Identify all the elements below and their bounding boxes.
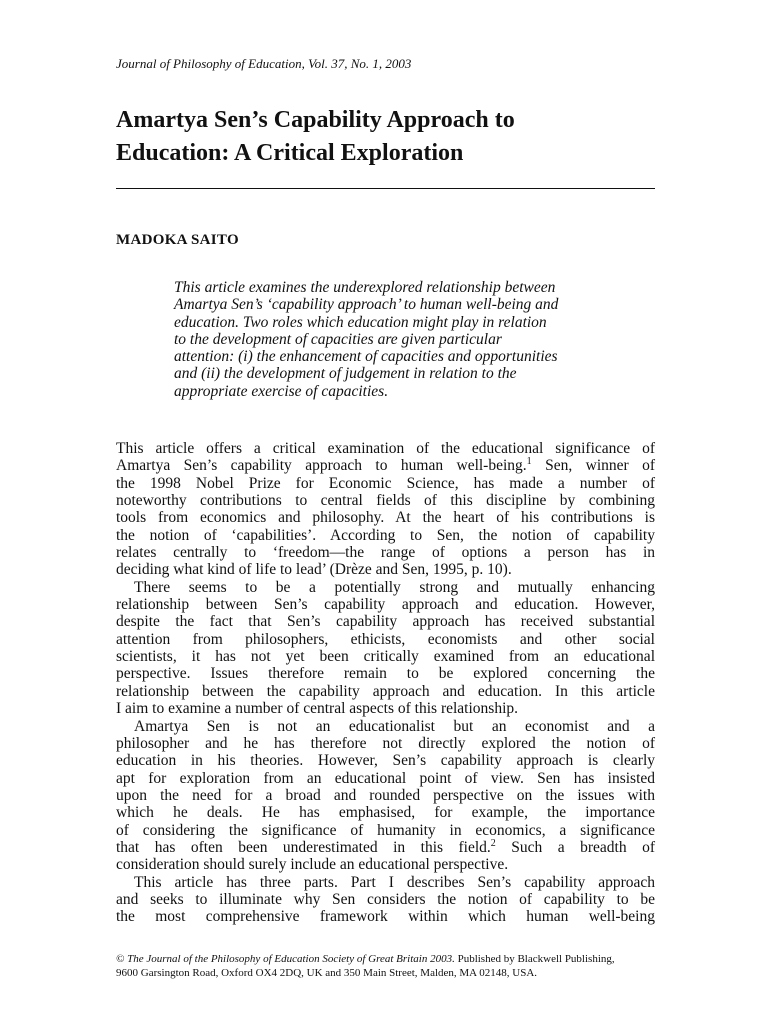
body-line: the most comprehensive framework within which human well-being [116, 908, 655, 926]
journal-citation: Journal of Philosophy of Education, Vol. 37, No. 1, 2003 [116, 56, 412, 71]
publisher-notice: Published by Blackwell Publishing, [454, 953, 615, 965]
body-line: relates centrally to ‘freedom—the range of options a person has in [116, 544, 655, 562]
article-title-line: Education: A Critical Exploration [116, 140, 464, 166]
body-line: relationship between the capability approach and education. In this article [116, 682, 655, 700]
abstract-line: appropriate exercise of capacities. [174, 382, 389, 400]
body-line: and seeks to illuminate why Sen considers the notion of capability to be [116, 890, 655, 908]
body-line: consideration should surely include an educational perspective. [116, 856, 509, 874]
article-title-line: Amartya Sen’s Capability Approach to [116, 107, 515, 133]
body-line: noteworthy contributions to central fields of this discipline by combining [116, 492, 655, 510]
body-line: of considering the significance of humanity in economics, a significance [116, 821, 655, 839]
body-line: I aim to examine a number of central aspects of this relationship. [116, 700, 519, 718]
body-line: scientists, it has not yet been critically examined from an educational [116, 648, 655, 666]
abstract-line: education. Two roles which education might play in relation [174, 313, 547, 331]
title-divider [116, 188, 655, 189]
body-line: There seems to be a potentially strong and mutually enhancing [134, 578, 655, 596]
body-line: This article offers a critical examination of the educational significance of [116, 440, 655, 457]
footnote-ref-1[interactable]: 1 [526, 456, 532, 468]
body-line: despite the fact that Sen’s capability approach has received substantial [116, 613, 655, 631]
body-line: upon the need for a broad and rounded perspective on the issues with [116, 786, 655, 804]
abstract-line: This article examines the underexplored relationship between [174, 279, 556, 296]
copyright-line [116, 952, 655, 966]
footnote-ref-2[interactable]: 2 [490, 837, 496, 849]
article-body [116, 440, 655, 926]
copyright-footer [116, 952, 655, 980]
body-line: the 1998 Nobel Prize for Economic Science, has made a number of [116, 474, 655, 492]
body-line: relationship between Sen’s capability approach and education. However, [116, 596, 655, 614]
body-line: philosopher and he has therefore not directly explored the notion of [116, 734, 655, 752]
body-line: attention from philosophers, ethicists, economists and other social [116, 630, 655, 648]
body-text-fragment: Amartya Sen’s capability approach to human well-being. [116, 457, 527, 475]
body-line: deciding what kind of life to lead’ (Drèze and Sen, 1995, p. 10). [116, 561, 512, 579]
body-line: perspective. Issues therefore remain to be explored concerning the [116, 665, 655, 683]
body-line: tools from economics and philosophy. At the heart of his contributions is [116, 509, 655, 527]
abstract [174, 279, 624, 400]
body-line: education in his theories. However, Sen’s capability approach is clearly [116, 752, 655, 770]
paper-page [116, 0, 655, 1024]
body-line: which he deals. He has emphasised, for example, the importance [116, 804, 655, 822]
body-line [116, 457, 655, 474]
body-line: This article has three parts. Part I describes Sen’s capability approach [134, 873, 655, 891]
abstract-line: Amartya Sen’s ‘capability approach’ to human well-being and [174, 296, 559, 314]
copyright-notice: © The Journal of the Philosophy of Education Society of Great Britain 2003. [116, 953, 455, 965]
body-line: apt for exploration from an educational point of view. Sen has insisted [116, 769, 655, 787]
abstract-line: attention: (i) the enhancement of capacities and opportunities [174, 348, 558, 366]
body-text-fragment: Sen, winner of [531, 457, 655, 475]
body-line: the notion of ‘capabilities’. According to Sen, the notion of capability [116, 526, 655, 544]
body-line [116, 839, 655, 856]
body-text-fragment: Such a breadth of [495, 838, 655, 856]
abstract-line: to the development of capacities are given particular [174, 330, 502, 348]
author-name: MADOKA SAITO [116, 232, 239, 248]
body-text-fragment: that has often been underestimated in this field. [116, 838, 491, 856]
body-line: Amartya Sen is not an educationalist but an economist and a [134, 717, 655, 735]
article-title [116, 104, 655, 170]
abstract-line: and (ii) the development of judgement in relation to the [174, 365, 517, 383]
publisher-address: 9600 Garsington Road, Oxford OX4 2DQ, UK and 350 Main Street, Malden, MA 02148, USA. [116, 967, 538, 979]
